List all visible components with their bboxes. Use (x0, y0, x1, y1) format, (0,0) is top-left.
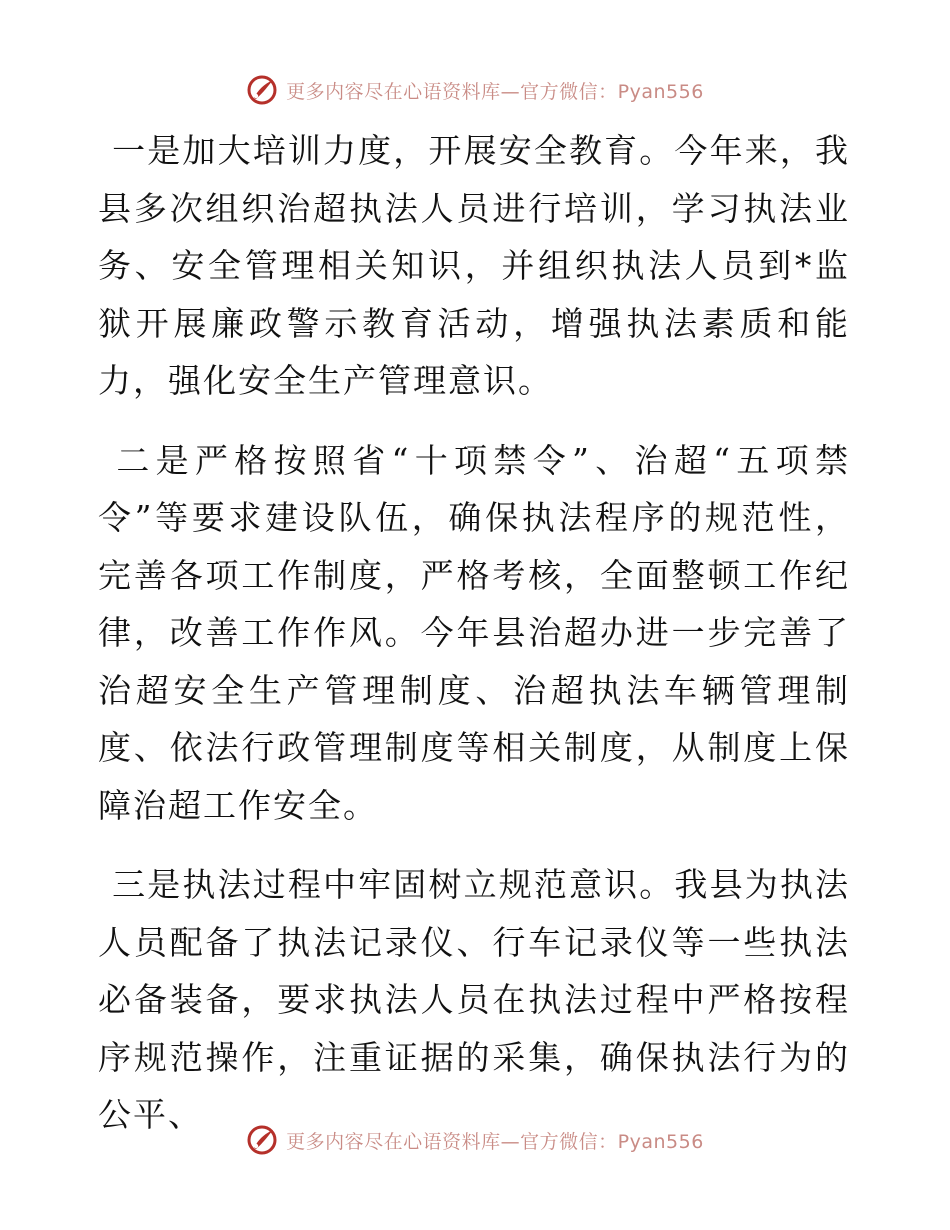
header-banner (0, 70, 950, 110)
header-banner-text: 更多内容尽在心语资料库—官方微信：Pyan556 (286, 80, 704, 103)
document-body (98, 122, 850, 1166)
paragraph-2 (98, 432, 850, 835)
paragraph-3 (98, 856, 850, 1144)
paragraph-1 (98, 122, 850, 410)
footer-banner (0, 1120, 950, 1160)
paragraph-2-text: 二是严格按照省“十项禁令”、治超“五项禁令”等要求建设队伍，确保执法程序的规范性，完善各项工作制度，严格考核，全面整顿工作纪律，改善工作作风。今年县治超办进一步完善了治超安全生产管理制度、治超执法车辆管理制度、依法行政管理制度等相关制度，从制度上保障治超工作安全。 (98, 440, 850, 825)
footer-banner-text: 更多内容尽在心语资料库—官方微信：Pyan556 (286, 1130, 704, 1153)
quill-logo-icon (246, 74, 278, 106)
paragraph-1-text: 一是加大培训力度，开展安全教育。今年来，我县多次组织治超执法人员进行培训，学习执法业务、安全管理相关知识，并组织执法人员到*监狱开展廉政警示教育活动，增强执法素质和能力，强化安全生产管理意识。 (98, 131, 850, 400)
paragraph-3-text: 三是执法过程中牢固树立规范意识。我县为执法人员配备了执法记录仪、行车记录仪等一些执法必备装备，要求执法人员在执法过程中严格按程序规范操作，注重证据的采集，确保执法行为的公平、 (98, 865, 850, 1134)
quill-logo-icon (246, 1124, 278, 1156)
